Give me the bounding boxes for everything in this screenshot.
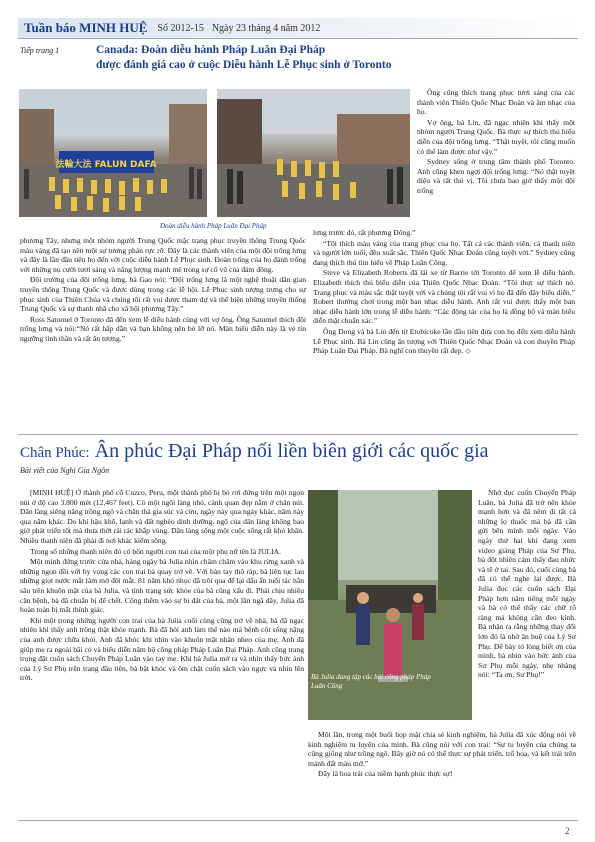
paragraph <box>313 327 575 357</box>
footer-divider <box>18 820 578 821</box>
end-mark: ◇ <box>465 347 471 356</box>
parade-photo-2-art <box>217 89 410 217</box>
paragraph: Ross Saturnel ở Toronto đã đến xem lễ diễu hành cùng với vợ ông. Ông Saturnel thích đội trống lưng và nói:“Nó rất hấp dẫn và bạn không nên bỏ lỡ nó. Màn biểu diễn này là vẻ tín ngưỡng tinh thần và rất ấn tượng.” <box>20 314 306 343</box>
paragraph: Khi một trong những người con trai của bà Julia cuối cùng cũng trở về nhà, bà đã ngạc nhiên khi thấy anh trông thật khỏe mạnh. Bà đã hỏi anh làm thế nào mà bệnh cột sống nặng của anh được chữa khỏi. Anh đã khóc khi nhìn vào khuôn mặt nhăn nheo của mẹ. Anh đã giúp mẹ ra ngoài bãi cỏ và biểu diễn năm bộ công pháp Pháp Luân Đại Pháp. Anh cũng trang trọng đặt cuốn sách Chuyển Pháp Luân vào tay mẹ. Khi bà Julia mở ra và nhìn thấy bức ảnh của Lý Sư Phụ trên trang đầu tiên, bà bật khóc và ôm chặt cuốn sách vào ngực và nhìn lên trời. <box>20 615 304 683</box>
paragraph: Một lần, trong một buổi họp mặt chia sẻ kinh nghiệm, bà Julia đã xúc động nói về kinh nghiệm tu luyện của mình. Bà cũng nói với con trai: “Sự tu luyện của chúng ta cũng giống như trồng ngô. Bây giờ nó có thể thực sự phát triển, trổ hoa, và kết trái trên mảnh đất màu mỡ.” <box>308 730 576 768</box>
paragraph: lưng trước đó, rất phương Đông.” <box>313 228 416 237</box>
paragraph: [MINH HUỆ] Ở thành phố cổ Cuzco, Peru, một thành phố bị bỏ rơi đứng trên một ngọn núi ở độ cao 3.800 mét (12,467 feet). Có một ngôi làng nhỏ, cảnh quan đẹp nằm ở chân núi. Dân làng siêng năng trồng ngô và chăn thả gia súc và cừu, ngày này qua ngày khác, năm này qua năm khác. Do khí hậu khô, lạnh và đất nghèo dinh dưỡng, ngô của dân làng không bao giờ phát triển tốt mà thưa thớt rải rác khắp vùng. Dân làng sống một cuộc sống rất khó khăn. Nhiều thanh niên đã phải đi nơi khác kiếm sống. <box>20 488 304 545</box>
paragraph: Trong số những thanh niên đó có bốn người con trai của một phụ nữ tên là JULIA. <box>30 546 282 556</box>
banner-text: 法輪大法 FALUN DAFA <box>55 160 157 170</box>
paragraph: Đây là hoa trái của niềm hạnh phúc thực sự! <box>318 769 453 779</box>
publication-name: Tuần báo MINH HUỆ <box>24 20 148 35</box>
article2-right-column-bottom <box>308 730 576 780</box>
article1-left-column <box>20 236 306 345</box>
paragraph: Ông cũng thích trang phục tươi sáng của các thành viên Thiên Quốc Nhạc Đoàn và âm nhạc của họ. <box>417 88 575 117</box>
parade-photo-1-art <box>19 89 207 217</box>
issue-number: Số 2012-15 <box>157 22 204 34</box>
article1-title-line1: Canada: Đoàn diễu hành Pháp Luân Đại Pháp <box>96 44 326 56</box>
paragraph: phương Tây, nhưng một nhóm người Trung Quốc mặc trang phục truyền thống Trung Quốc màu vàng đã tạo nên một sự tương phản rực rỡ. Đây là các thành viên của một đội trống lưng và đây là lần đầu tiên họ đến với cuộc diễu hành Lễ Phục sinh. Đoàn trống của họ đánh trống với những nụ cười tươi sáng và năng lượng mạnh mẽ trong sự cổ vũ của đám đông. <box>20 236 306 274</box>
article1-photo-caption: Đoàn diễu hành Pháp Luân Đại Pháp <box>160 222 267 230</box>
paragraph: “Tôi thích màu vàng của trang phục của họ. Tất cả các thành viên, cả thanh niên và người lớn tuổi, đều xuất sắc. Thiên Quốc Nhạc Đoàn cũng tuyệt vời.” Sydney cũng đang thích thú tìm hiểu về Pháp Luân Công. <box>313 238 575 267</box>
julia-photo-caption: Bà Julia đang tập các bài công pháp Pháp Luân Công <box>311 673 431 690</box>
continued-label: Tiếp trang 1 <box>20 46 60 55</box>
article2-headline: Ân phúc Đại Pháp nối liền biên giới các quốc gia <box>94 440 489 462</box>
page-number: 2 <box>565 826 570 836</box>
issue-date: Ngày 23 tháng 4 năm 2012 <box>211 22 321 34</box>
article1-right-column <box>417 88 575 197</box>
parade-photo-1 <box>19 89 207 217</box>
article2-title <box>20 440 580 463</box>
article2-byline: Bài viết của Nghi Gia Ngôn <box>20 466 110 475</box>
header-divider <box>18 38 578 39</box>
paragraph: Đội trưởng của đội trống lưng, bà Gao nói: “Đội trống lưng là một nghệ thuật dân gian truyền thống Trung Quốc và được dùng trong các lễ hội. Lễ Phục sinh tượng trưng cho sự phục sinh của Thiên Chúa và chúng tôi rất vui được tham dự và thể hiện những truyền thống Trung Quốc và sự thanh nhã cho xã hội phương Tây.” <box>20 275 306 314</box>
paragraph: Vợ ông, bà Lin, đã ngạc nhiên khi thấy một nhóm người Trung Quốc. Bà thực sự thích thú biểu diễn của đội trống lưng. “Thật tuyệt, tôi cũng muốn có thể làm được như vậy.” <box>417 117 575 156</box>
paragraph-text: Ông Dong và bà Lin đến từ Etobicoke lần đầu tiên đưa con họ đến xem diễu hành Lễ Phục sinh. Bà Lin cũng ấn tượng với Thiên Quốc Nhạc Đoàn và con thuyền Pháp Pháp Luân Đại Pháp. Bà nghĩ con thuyền rất đẹp. <box>313 326 575 356</box>
parade-photo-2 <box>217 89 410 217</box>
article1-middle-column <box>313 228 575 358</box>
page-header <box>18 18 578 38</box>
article1-title <box>96 43 436 73</box>
paragraph: Một mình đứng trước cửa nhà, hàng ngày bà Julia nhìn chăm chăm vào khu rừng xanh và những ngọn đồi với hy vọng các con trai bà quay trở về. Với bàn tay thô ráp, bà liên tục lau những giọt nước mắt làm mờ đôi mắt. 81 năm khó nhọc đã trôi qua để lại dấu ấn tuổi tác hằn sâu trên khuôn mặt của bà Julia, và tình trạng sức khỏe của bà cũng xấu đi. Phải chịu nhiều căn bệnh, bà đã chuẩn bị để chết. Cộng thêm vào sự bi đát của bà, một lần ngã dây, Julia đã hoàn toàn bị mất thính giác. <box>20 557 304 615</box>
article1-title-line2: được đánh giá cao ở cuộc Diễu hành Lễ Phục sinh ở Toronto <box>96 59 392 71</box>
paragraph: Nhờ đọc cuốn Chuyển Pháp Luân, bà Julia đã trở nên khỏe mạnh hơn và đã nêm đi tất cả những lọ thuốc mà bà đã cần gửi bên mình mỗi ngày. Vào ngày thứ hai khi đang xem video giảng Pháp của Sư Phụ, bà đột nhiên cảm thấy đau nhức và tê ở tai. Sau đó, cuối cùng bà đã có thể nghe lại được. Bà Julia đọc các cuốn sách Đại Pháp hơn năm tiếng mỗi ngày và bà có thể thấy các chữ rõ ràng mà không cần đeo kính. Bà nhận ra rằng những thay đổi lớn đó là nhờ ân huệ của Lý Sư Phụ. Để bày tỏ lòng biết ơn của mình, bà nhìn vào bức ảnh của Sư Phụ mỗi ngày, nhẹ nhàng nói: “Ta ơn, Sư Phụ!” <box>478 488 576 680</box>
section-divider <box>18 434 578 435</box>
article2-left-column <box>20 488 304 684</box>
paragraph: Sydney sống ở trung tâm thành phố Toronto. Anh cũng khen ngợi đội trống lưng: “Nó thật tuyệt diệu và rất thú vị. Tôi chưa bao giờ thấy một đội trống <box>417 157 575 195</box>
article2-right-column-top <box>478 488 576 681</box>
section-label: Chân Phúc: <box>20 445 90 461</box>
paragraph: Steve và Elizabeth Roberts đã lái xe từ Barrie tới Toronto để xem lễ diễu hành. Elizabeth thích thú biểu diễn của Thiên Quốc Nhạc Đoàn. “Tôi thực sự thích nó. Trang phục và màu sắc thật tuyệt vời và chúng tôi rất vui vì họ đã đến đây biểu diễn.” Robert thường chơi trong một ban nhạc diễu hành. Anh rất vui được thấy một ban nhạc diễu hành lớn trong lễ diễu hành: “Các động tác của họ là đồng bộ và màn biểu diễn thật chuẩn xác.” <box>313 268 575 326</box>
